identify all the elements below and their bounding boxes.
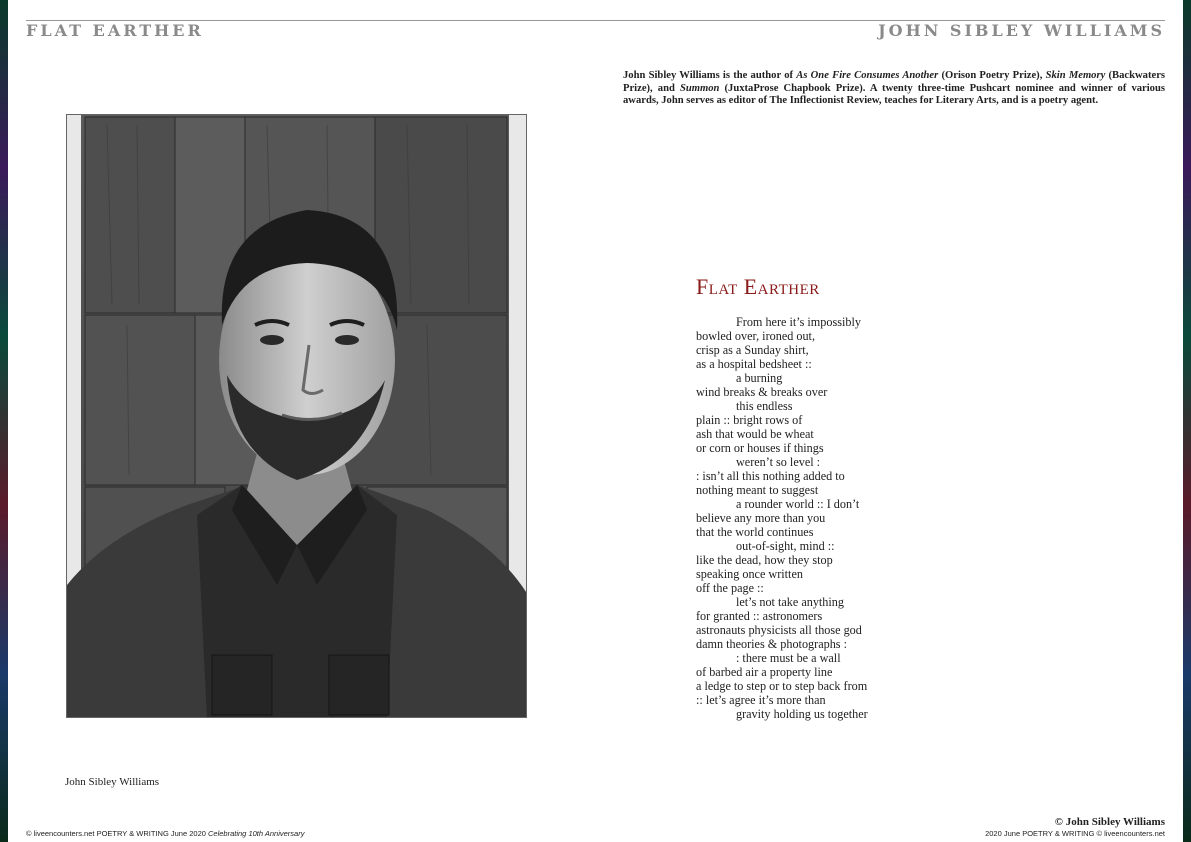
bio-text: (JuxtaProse Chapbook Prize). A twenty three-time Pushcart nominee and winner of various awards, John serves as editor of The Inflectionist Review, teaches for Literary Arts, and is a poetry agent.: [623, 82, 1165, 106]
poem-line: for granted :: astronomers: [696, 609, 823, 623]
poem-line: : there must be a wall: [736, 651, 841, 665]
poem-line: believe any more than you: [696, 511, 826, 525]
magazine-page: [8, 0, 1183, 842]
header-section-title: FLAT EARTHER: [26, 21, 204, 40]
poem-line: or corn or houses if things: [696, 441, 824, 455]
poem-line: crisp as a Sunday shirt,: [696, 343, 809, 357]
poem-line: of barbed air a property line: [696, 665, 833, 679]
copyright-notice: © John Sibley Williams: [1054, 816, 1165, 828]
footer-right: 2020 June POETRY & WRITING © liveencounters.net: [985, 829, 1165, 838]
poem-body: [696, 315, 868, 721]
poem-line: :: let’s agree it’s more than: [696, 693, 826, 707]
poem-line: nothing meant to suggest: [696, 483, 819, 497]
poem-line: let’s not take anything: [736, 595, 844, 609]
author-bio: [623, 70, 1165, 108]
poem-line: like the dead, how they stop: [696, 553, 833, 567]
poem-line: : isn’t all this nothing added to: [696, 469, 845, 483]
author-photo: [66, 114, 527, 718]
poem-line: out-of-sight, mind ::: [736, 539, 835, 553]
poem-line: gravity holding us together: [736, 707, 868, 721]
poem-line: as a hospital bedsheet ::: [696, 357, 812, 371]
poem-line: From here it’s impossibly: [736, 315, 861, 329]
poem-line: this endless: [736, 399, 793, 413]
bio-text: John Sibley Williams is the author of: [623, 70, 797, 81]
bio-text: (Backwaters Prize), and: [623, 70, 1166, 94]
poem-line: damn theories & photographs :: [696, 637, 847, 651]
footer-left-tagline: Celebrating 10th Anniversary: [208, 829, 305, 838]
poem-line: a ledge to step or to step back from: [696, 679, 868, 693]
bio-book-title: Skin Memory: [1045, 70, 1106, 81]
poem-line: a rounder world :: I don’t: [736, 497, 860, 511]
bio-book-title: Summon: [679, 82, 720, 94]
bio-book-title: As One Fire Consumes Another: [796, 70, 939, 81]
poem-line: a burning: [736, 371, 783, 385]
footer-left-text: © liveencounters.net POETRY & WRITING June 2020: [26, 829, 208, 838]
poem-line: weren’t so level :: [736, 455, 821, 469]
poem-line: wind breaks & breaks over: [696, 385, 828, 399]
bio-text: (Orison Poetry Prize),: [938, 70, 1046, 81]
poem-line: that the world continues: [696, 525, 814, 539]
poem-line: speaking once written: [696, 567, 803, 581]
footer-left: [26, 829, 304, 838]
poem-line: ash that would be wheat: [696, 427, 814, 441]
poem-line: bowled over, ironed out,: [696, 329, 815, 343]
poem-line: off the page ::: [696, 581, 764, 595]
header-author-name: JOHN SIBLEY WILLIAMS: [878, 21, 1165, 40]
author-portrait-image: [67, 115, 527, 718]
poem-line: astronauts physicists all those god: [696, 623, 862, 637]
photo-caption: John Sibley Williams: [65, 776, 160, 788]
poem-title: Flat Earther: [696, 274, 820, 299]
poem-line: plain :: bright rows of: [696, 413, 803, 427]
